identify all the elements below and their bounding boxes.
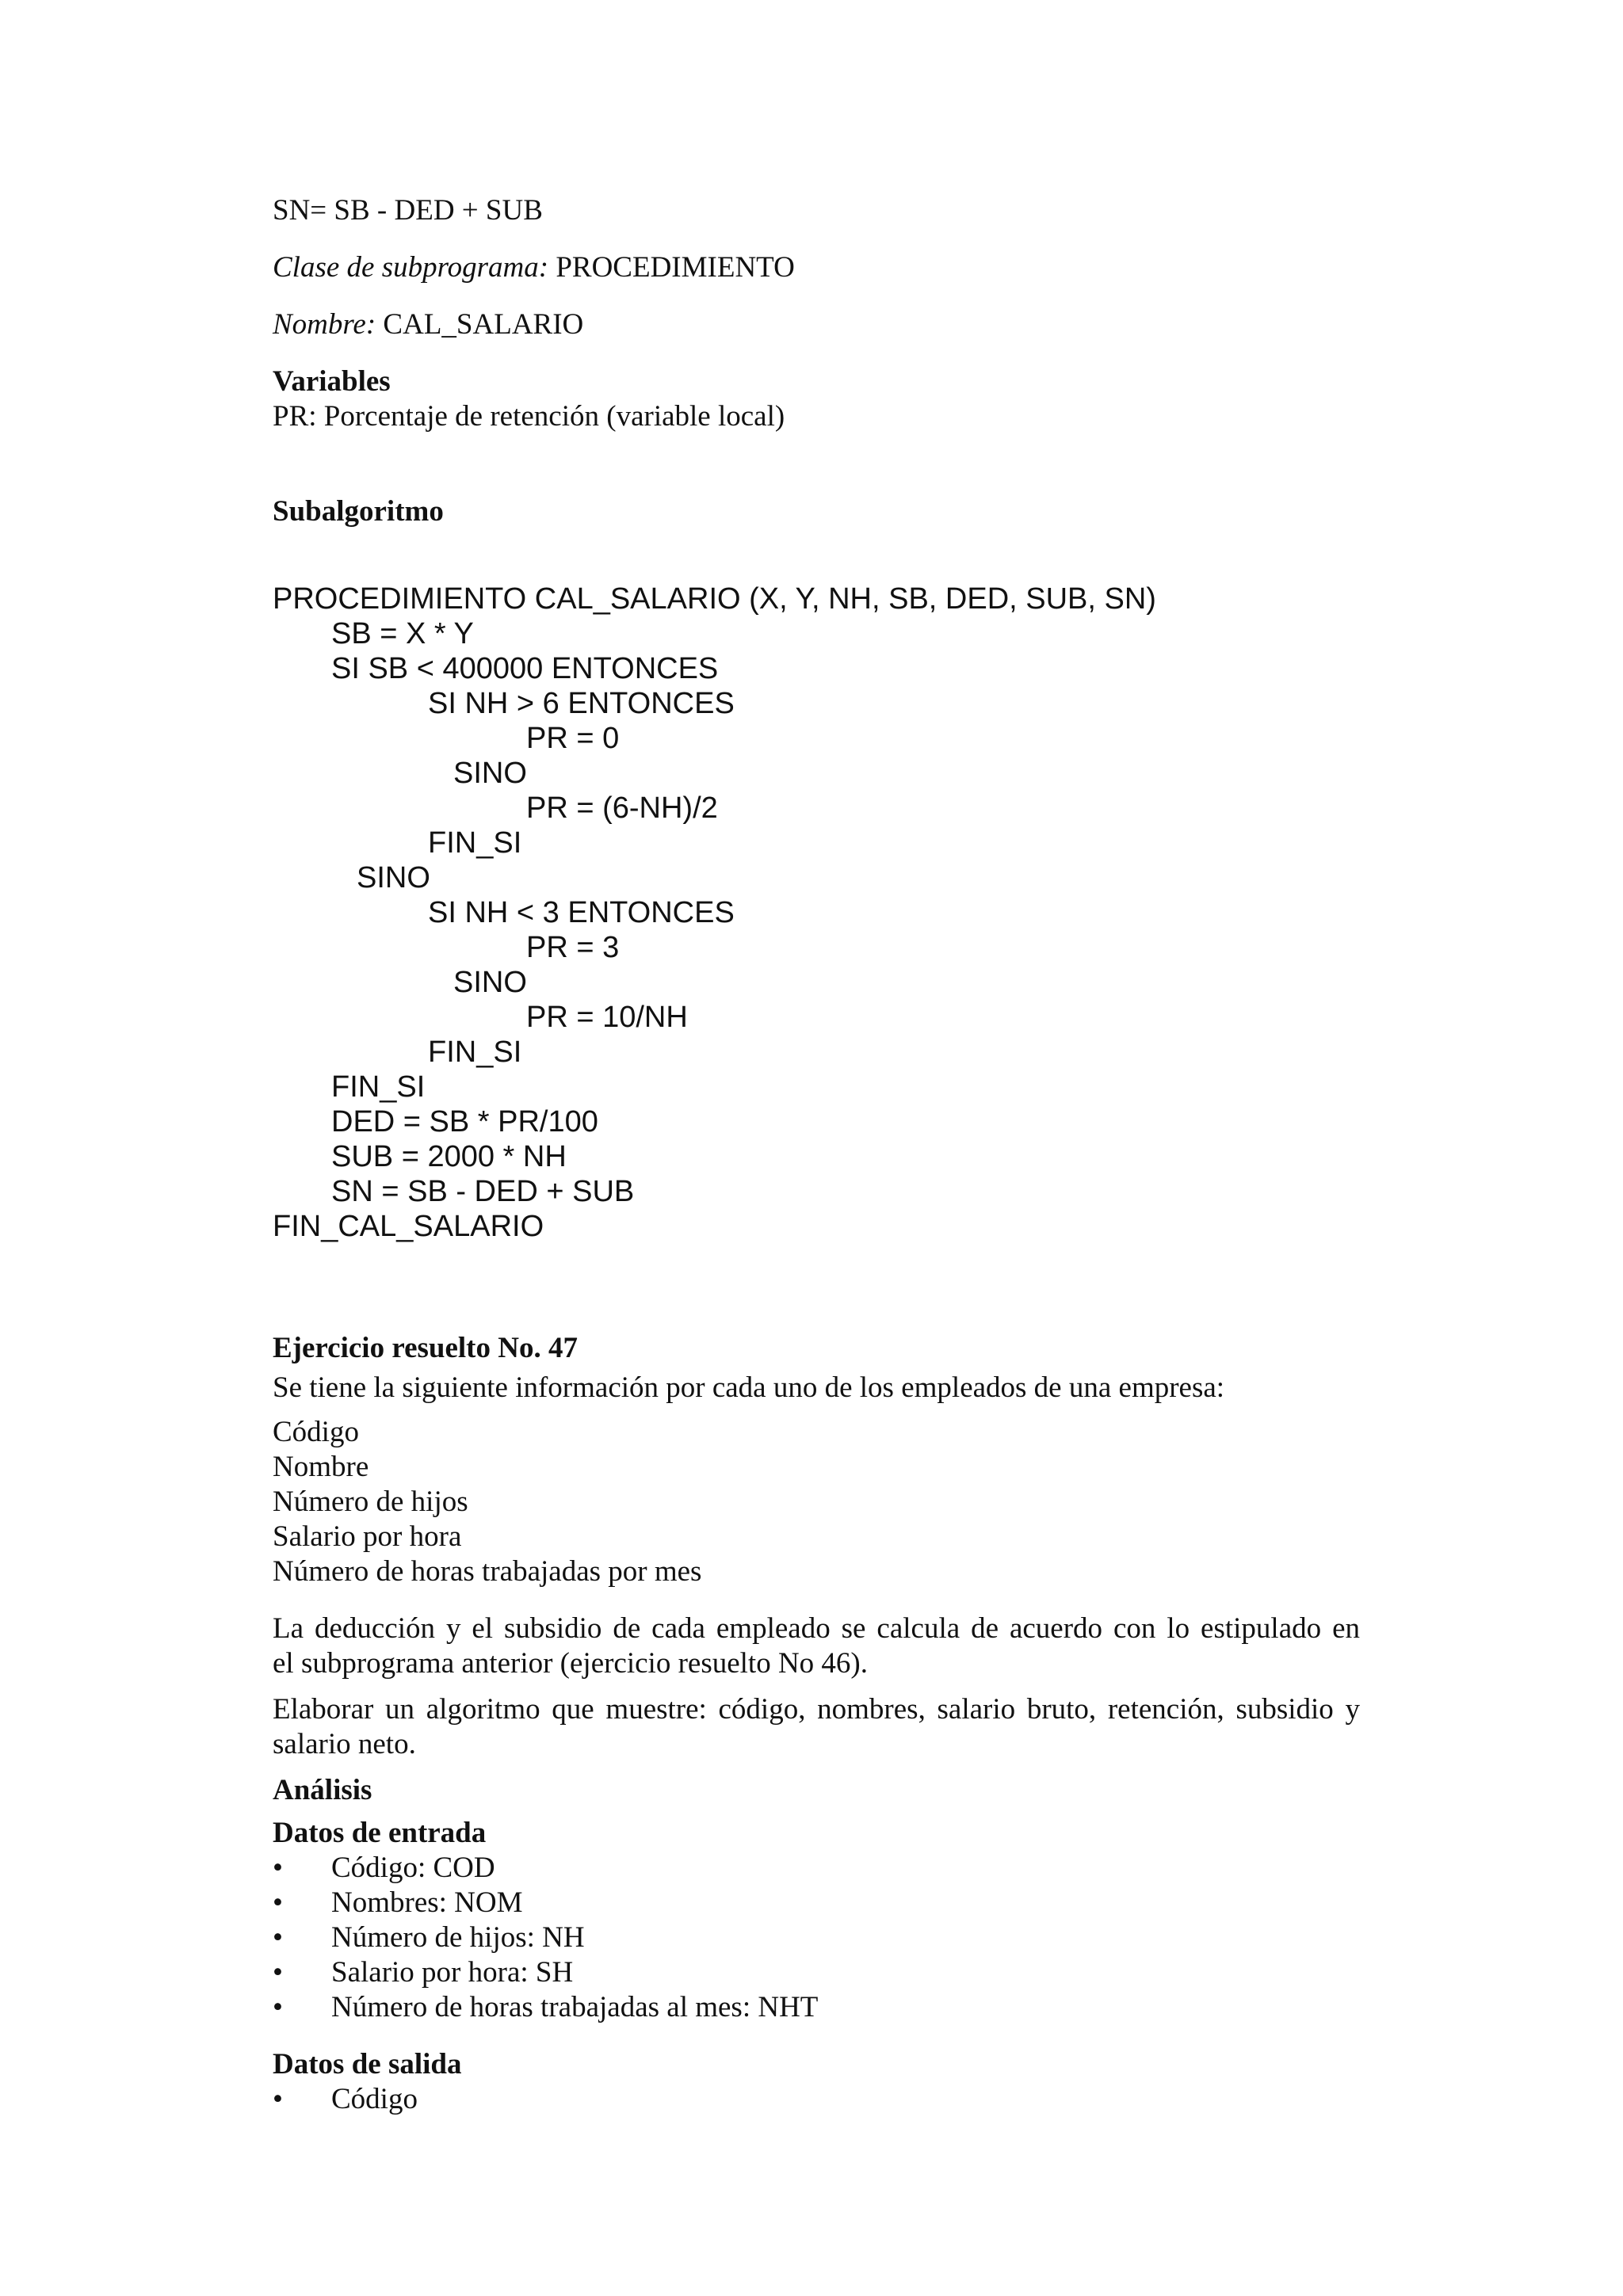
- code-line: PR = 10/NH: [526, 1001, 688, 1034]
- bullet-icon: •: [273, 1921, 283, 1954]
- variables-heading: Variables: [273, 365, 391, 398]
- code-line: SINO: [453, 966, 527, 999]
- list-item: Número de hijos: NH: [331, 1921, 585, 1954]
- field-item: Número de horas trabajadas por mes: [273, 1555, 702, 1588]
- clase-value: PROCEDIMIENTO: [548, 251, 795, 284]
- paragraph-deduction-line2: el subprograma anterior (ejercicio resuelto No 46).: [273, 1647, 869, 1680]
- entrada-heading: Datos de entrada: [273, 1817, 487, 1849]
- analisis-heading: Análisis: [273, 1774, 372, 1806]
- field-item: Nombre: [273, 1451, 369, 1483]
- bullet-icon: •: [273, 1852, 283, 1884]
- paragraph-algorithm-line2: salario neto.: [273, 1728, 416, 1760]
- code-line: SI SB < 400000 ENTONCES: [331, 652, 719, 685]
- code-line: SN = SB - DED + SUB: [331, 1175, 635, 1208]
- list-item: Salario por hora: SH: [331, 1956, 574, 1989]
- bullet-icon: •: [273, 2083, 283, 2115]
- code-line: FIN_SI: [331, 1070, 426, 1104]
- list-item: Número de horas trabajadas al mes: NHT: [331, 1991, 819, 2023]
- bullet-icon: •: [273, 1956, 283, 1989]
- code-line: SB = X * Y: [331, 617, 474, 650]
- nombre-label: Nombre:: [273, 308, 376, 341]
- variables-pr: PR: Porcentaje de retención (variable local): [273, 400, 785, 433]
- clase-line: [273, 250, 795, 285]
- list-item: Código: [331, 2083, 418, 2115]
- code-line: PROCEDIMIENTO CAL_SALARIO (X, Y, NH, SB, DED, SUB, SN): [273, 582, 1156, 616]
- code-line: SINO: [357, 861, 430, 894]
- list-item: Código: COD: [331, 1852, 495, 1884]
- code-line: DED = SB * PR/100: [331, 1105, 598, 1138]
- bullet-icon: •: [273, 1991, 283, 2023]
- code-line: FIN_CAL_SALARIO: [273, 1210, 544, 1243]
- paragraph-algorithm-line1: Elaborar un algoritmo que muestre: código, nombres, salario bruto, retención, subsidio y: [273, 1693, 1360, 1726]
- code-line: PR = 0: [526, 722, 620, 755]
- code-line: FIN_SI: [428, 1035, 522, 1069]
- code-line: PR = 3: [526, 931, 620, 964]
- nombre-line: [273, 307, 583, 342]
- list-item: Nombres: NOM: [331, 1886, 523, 1919]
- field-item: Código: [273, 1416, 359, 1448]
- clase-label: Clase de subprograma:: [273, 251, 549, 284]
- salida-heading: Datos de salida: [273, 2048, 462, 2081]
- code-line: SUB = 2000 * NH: [331, 1140, 567, 1173]
- exercise-title: Ejercicio resuelto No. 47: [273, 1332, 578, 1364]
- paragraph-deduction-line1: La deducción y el subsidio de cada empleado se calcula de acuerdo con lo estipulado en: [273, 1612, 1360, 1645]
- nombre-value: CAL_SALARIO: [376, 308, 584, 341]
- field-item: Salario por hora: [273, 1520, 462, 1553]
- code-line: SI NH > 6 ENTONCES: [428, 687, 735, 720]
- code-line: FIN_SI: [428, 826, 522, 860]
- code-line: SI NH < 3 ENTONCES: [428, 896, 735, 929]
- exercise-intro: Se tiene la siguiente información por cada uno de los empleados de una empresa:: [273, 1371, 1225, 1404]
- code-line: PR = (6-NH)/2: [526, 791, 718, 825]
- formula-line: SN= SB - DED + SUB: [273, 194, 543, 227]
- code-line: SINO: [453, 757, 527, 790]
- subalgoritmo-heading: Subalgoritmo: [273, 495, 444, 528]
- bullet-icon: •: [273, 1886, 283, 1919]
- field-item: Número de hijos: [273, 1486, 468, 1518]
